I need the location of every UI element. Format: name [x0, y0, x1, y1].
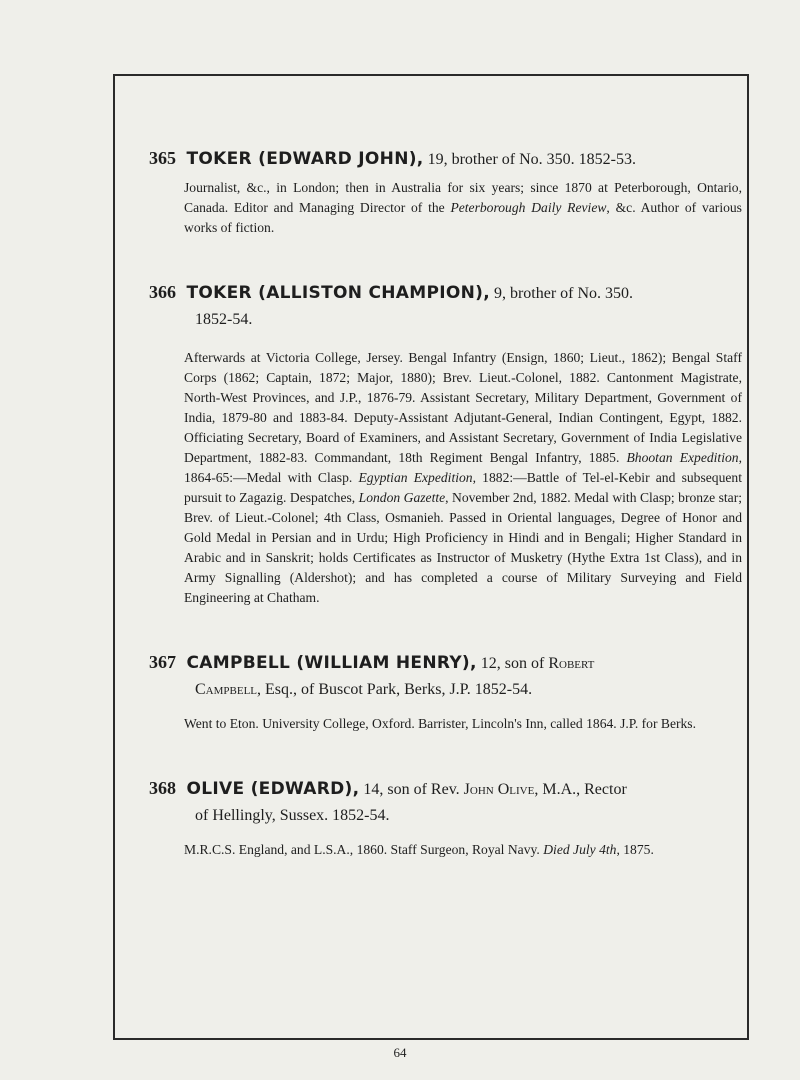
body-italic: London Gazette — [358, 490, 446, 505]
entry-name: TOKER (ALLISTON CHAMPION), — [186, 283, 490, 303]
entry-body — [184, 348, 742, 608]
body-italic: Egyptian Expedition — [358, 470, 473, 485]
entry-name: CAMPBELL (WILLIAM HENRY), — [186, 653, 477, 673]
entry-name: TOKER (EDWARD JOHN), — [186, 149, 424, 169]
body-italic: Peterborough Daily Review — [450, 200, 607, 215]
entry-parent-surname: Campbell — [195, 681, 258, 698]
entry-details: of Hellingly, Sussex. 1852-54. — [195, 807, 390, 824]
entry-number: 366 — [149, 282, 176, 302]
entry-dates: 1852-54. — [195, 311, 253, 328]
entry-367 — [149, 650, 739, 734]
body-text: , &c. Author of various works of fiction. — [184, 200, 742, 235]
body-italic: Died July 4th — [543, 842, 617, 857]
entry-368 — [149, 776, 739, 860]
entry-heading — [149, 650, 739, 676]
entry-details: , M.A., Rector — [534, 781, 627, 798]
entry-365 — [149, 146, 742, 238]
body-text: Went to Eton. University College, Oxford. Barrister, Lincoln's Inn, called 1864. J.P. for Berks. — [184, 716, 696, 731]
page-content — [149, 146, 742, 860]
entry-heading-continued — [149, 802, 739, 828]
body-text: , 1864-65:—Medal with Clasp. — [184, 450, 742, 485]
body-italic: Bhootan Expedition — [626, 450, 739, 465]
body-text: , 1882:—Battle of Tel-el-Kebir and subsequent pursuit to Zagazig. Despatches, — [184, 470, 742, 505]
entry-body — [184, 714, 742, 734]
entry-details: , Esq., of Buscot Park, Berks, J.P. 1852-54. — [257, 681, 533, 698]
entry-details: 19, brother of No. 350. 1852-53. — [423, 151, 636, 168]
entry-details: 12, son of — [476, 655, 549, 672]
body-text: , November 2nd, 1882. Medal with Clasp; bronze star; Brev. of Lieut.-Colonel; 4th Class, Osmanieh. Passed in Oriental languages, Degree of Honor and Gold Medal in Persian and in Urdu; High Proficiency in Hindi and in Bengali; Higher Standard in Arabic and in Sanskrit; holds Certificates as Instructor of Musketry (Hythe Extra 1st Class), and in Army Signalling (Aldershot); and has completed a course of Military Surveying and Field Engineering at Chatham. — [184, 490, 742, 605]
entry-name: OLIVE (EDWARD), — [186, 779, 360, 799]
entry-heading-continued — [149, 306, 739, 332]
entry-number: 367 — [149, 652, 176, 672]
entry-heading — [149, 776, 739, 802]
entry-details: 14, son of Rev. — [359, 781, 464, 798]
body-text: Journalist, &c., in London; then in Australia for six years; since 1870 at Peterborough, Ontario, Canada. Editor and Managing Director of the — [184, 180, 742, 215]
entry-heading — [149, 280, 739, 306]
entry-heading — [149, 146, 739, 172]
entry-parent-name: John Olive — [463, 781, 535, 798]
entry-details: 9, brother of No. 350. — [489, 285, 634, 302]
page-number: 64 — [393, 1045, 407, 1060]
body-text: Afterwards at Victoria College, Jersey. Bengal Infantry (Ensign, 1860; Lieut., 1862); Bengal Staff Corps (1862; Captain, 1872; Major, 1880); Brev. Lieut.-Colonel, 1882. Cantonment Magistrate, North-West Provinces, and J.P., 1876-79. Assistant Secretary, Military Department, Government of India, 1879-80 and 1883-84. Deputy-Assistant Adjutant-General, Indian Contingent, Egypt, 1882. Officiating Secretary, Board of Examiners, and Assistant Secretary, Government of India Legislative Department, 1882-83. Commandant, 18th Regiment Bengal Infantry, 1885. — [184, 350, 742, 465]
entry-366 — [149, 280, 742, 608]
entry-body — [184, 840, 742, 860]
body-text: , 1875. — [616, 842, 654, 857]
entry-number: 368 — [149, 778, 176, 798]
body-text: M.R.C.S. England, and L.S.A., 1860. Staff Surgeon, Royal Navy. — [184, 842, 544, 857]
entry-number: 365 — [149, 148, 176, 168]
entry-heading-continued — [149, 676, 739, 702]
entry-parent-name: Robert — [548, 655, 595, 672]
entry-body — [184, 178, 742, 238]
